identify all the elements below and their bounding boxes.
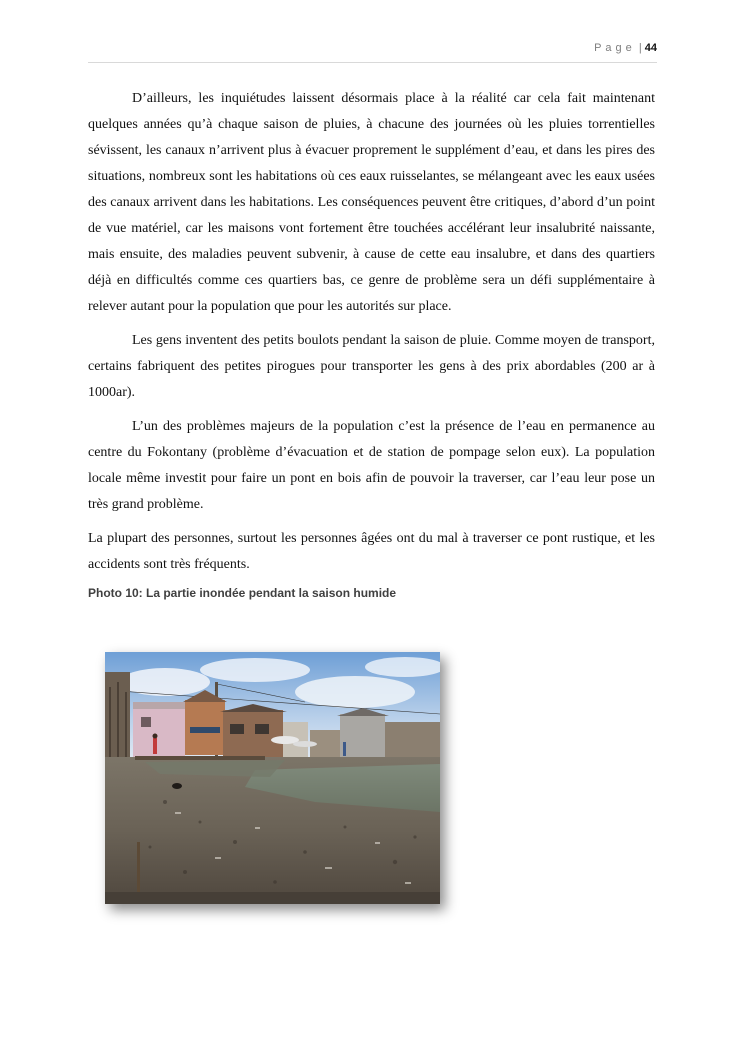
page-separator: | (638, 42, 642, 54)
document-body (88, 86, 655, 600)
paragraph-small-jobs: Les gens inventent des petits boulots pendant la saison de pluie. Comme moyen de transport, certains fabriquent des petites pirogues pour transporter les gens à des prix abordables (200 ar à 1000ar). (88, 333, 655, 400)
paragraph-flooding: D’ailleurs, les inquiétudes laissent désormais place à la réalité car cela fait maintenant quelques années qu’à chaque saison de pluies, à chacune des journées où les pluies torrentielles sévissent, les canaux n’arrivent plus à évacuer proprement le supplément d’eau, et dans les pires des situations, nombreux sont les habitations où ces eaux ruisselantes, se mélangeant avec les eaux usées des canaux arrivent dans les habitations. Les conséquences peuvent être critiques, d’abord d’un point de vue matériel, car les maisons vont fortement être touchées accélérant leur insalubrité naissante, mais ensuite, des maladies peuvent subvenir, à cause de cette eau insalubre, et dans des quartiers déjà en difficultés comme ces quartiers bas, ce genre de problème sera un défi supplémentaire à relever autant pour la population que pour les autorités sur place. (88, 91, 655, 314)
flooded-area-photo (105, 652, 440, 904)
paragraph-bridge: La plupart des personnes, surtout les personnes âgées ont du mal à traverser ce pont rustique, et les accidents sont très fréquents. (88, 531, 655, 572)
flooded-area-photo-illustration (105, 652, 440, 904)
page-number: 44 (644, 42, 657, 54)
photo-caption: Photo 10: La partie inondée pendant la saison humide (88, 586, 397, 600)
page-header (88, 42, 657, 63)
page-label: Page (594, 42, 636, 54)
paragraph-water-problem: L’un des problèmes majeurs de la population c’est la présence de l’eau en permanence au centre du Fokontany (problème d’évacuation et de station de pompage selon eux). La population locale même investit pour faire un pont en bois afin de pouvoir la traverser, car l’eau leur pose un très grand problème. (88, 419, 655, 512)
